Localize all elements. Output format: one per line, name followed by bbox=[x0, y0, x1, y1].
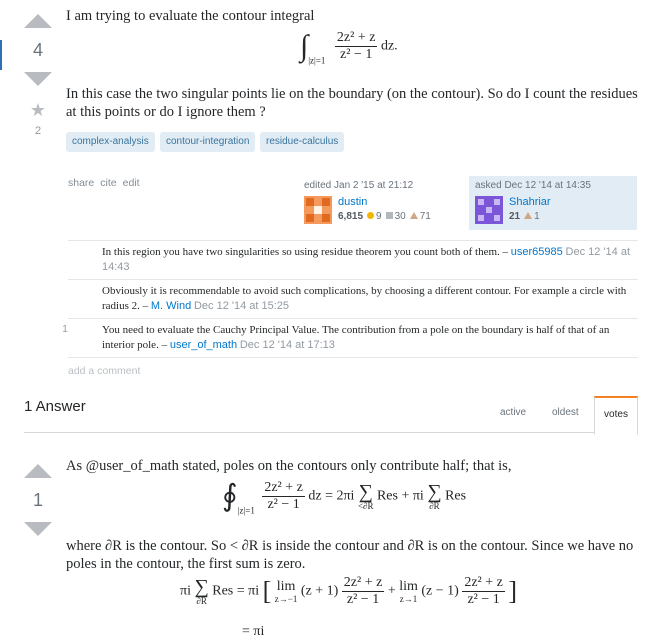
answer-downvote-arrow-icon[interactable] bbox=[24, 522, 52, 536]
left-accent-rule bbox=[0, 40, 2, 70]
comment-date[interactable]: Dec 12 '14 at 17:13 bbox=[239, 339, 335, 351]
tag-complex-analysis[interactable]: complex-analysis bbox=[66, 132, 155, 152]
sort-tab-active[interactable]: active bbox=[500, 407, 527, 418]
comment-text: Obviously it is recommendable to avoid such complications, by choosing a different contour. For example a circle with radius 2. – bbox=[102, 285, 627, 312]
question-body: In this case the two singular points lie on the boundary (on the contour). So do I count the residues at this points or do I ignore them ? bbox=[66, 86, 638, 120]
dustin-avatar[interactable] bbox=[304, 196, 332, 224]
downvote-arrow-icon[interactable] bbox=[24, 72, 52, 86]
comment-date[interactable]: Dec 12 '14 at 14:43 bbox=[102, 246, 631, 273]
comment-item bbox=[68, 240, 638, 279]
shahriar-avatar[interactable] bbox=[475, 196, 503, 224]
sort-tab-votes[interactable]: votes bbox=[594, 396, 638, 435]
answer-equation-3: = πi bbox=[242, 624, 265, 639]
favorite-star-icon[interactable]: ★ bbox=[29, 100, 47, 120]
bronze-badge-icon bbox=[410, 212, 418, 219]
share-link[interactable]: share bbox=[68, 177, 95, 189]
answer-equation-2: πi ∑ ∂R Res = πi [ lim z→−1 (z + 1) $\frac{\text{2z² + z}}{\text{z² − 1}}$ + lim z→1 (z − 1) $\frac{\text{2z² + z}}{\text{z² − 1}}$ ] bbox=[180, 575, 518, 607]
comment-user-link[interactable]: M. Wind bbox=[150, 300, 192, 312]
comment-user-link[interactable]: user_of_math bbox=[169, 339, 238, 351]
cite-link[interactable]: cite bbox=[100, 177, 117, 189]
question-integral: $\int_{|z|=1}$ $\frac{\text{2z² + z}}{\text{z² − 1}}$ dz. bbox=[300, 29, 398, 66]
asked-label: asked Dec 12 '14 at 14:35 bbox=[475, 180, 591, 191]
comment-score: 1 bbox=[62, 324, 68, 335]
comment-item bbox=[62, 318, 638, 358]
edited-user-link[interactable]: dustin bbox=[338, 196, 368, 208]
edit-link[interactable]: edit bbox=[122, 177, 140, 189]
comment-text: In this region you have two singularities so using residue theorem you count both of them. – bbox=[102, 246, 509, 258]
favorite-count: 2 bbox=[34, 125, 42, 137]
gold-badge-icon bbox=[367, 212, 374, 219]
asked-user-link[interactable]: Shahriar bbox=[509, 196, 551, 208]
edited-user-rep: 6,815 9 30 71 bbox=[338, 211, 431, 222]
integral-subscript: |z|=1 bbox=[308, 55, 326, 66]
tag-contour-integration[interactable]: contour-integration bbox=[160, 132, 255, 152]
question-intro: I am trying to evaluate the contour integral bbox=[66, 8, 315, 24]
asked-user-rep: 21 1 bbox=[509, 211, 540, 222]
answer-score: 1 bbox=[32, 490, 43, 510]
comment-date[interactable]: Dec 12 '14 at 15:25 bbox=[193, 300, 290, 312]
answers-count-header: 1 Answer bbox=[24, 398, 86, 415]
comment-text: You need to evaluate the Cauchy Principal Value. The contribution from a pole on the boundary is half of that of an interior pole. – bbox=[102, 324, 610, 351]
answer-upvote-arrow-icon[interactable] bbox=[24, 464, 52, 478]
sort-tab-oldest[interactable]: oldest bbox=[552, 407, 579, 418]
answer-intro: As @user_of_math stated, poles on the contours only contribute half; that is, bbox=[66, 458, 512, 474]
answer-equation-1: $∮_{|z|=1}$ $\frac{\text{2z² + z}}{\text{z² − 1}}$ dz = 2πi ∑ <∂R Res + πi ∑ ∂R Res bbox=[222, 479, 467, 516]
integral-denominator: z² − 1 bbox=[340, 47, 373, 62]
question-score: 4 bbox=[32, 40, 43, 60]
upvote-arrow-icon[interactable] bbox=[24, 14, 52, 28]
add-comment-link[interactable]: add a comment bbox=[68, 365, 141, 377]
integral-numerator: 2z² + z bbox=[336, 30, 376, 45]
bronze-badge-icon bbox=[524, 212, 532, 219]
asked-signature bbox=[469, 176, 637, 230]
comment-user-link[interactable]: user65985 bbox=[510, 246, 563, 258]
post-menu bbox=[68, 177, 146, 189]
comment-item bbox=[68, 279, 638, 318]
edited-signature bbox=[304, 180, 454, 228]
silver-badge-icon bbox=[386, 212, 393, 219]
tag-residue-calculus[interactable]: residue-calculus bbox=[260, 132, 344, 152]
answers-divider bbox=[24, 432, 638, 433]
integral-tail: dz. bbox=[380, 38, 398, 54]
answer-body: where ∂R is the contour. So < ∂R is inside the contour and ∂R is on the contour. Since we have no poles in the contour, the first sum is zero. bbox=[66, 538, 634, 572]
edited-label: edited Jan 2 '15 at 21:12 bbox=[304, 180, 414, 191]
